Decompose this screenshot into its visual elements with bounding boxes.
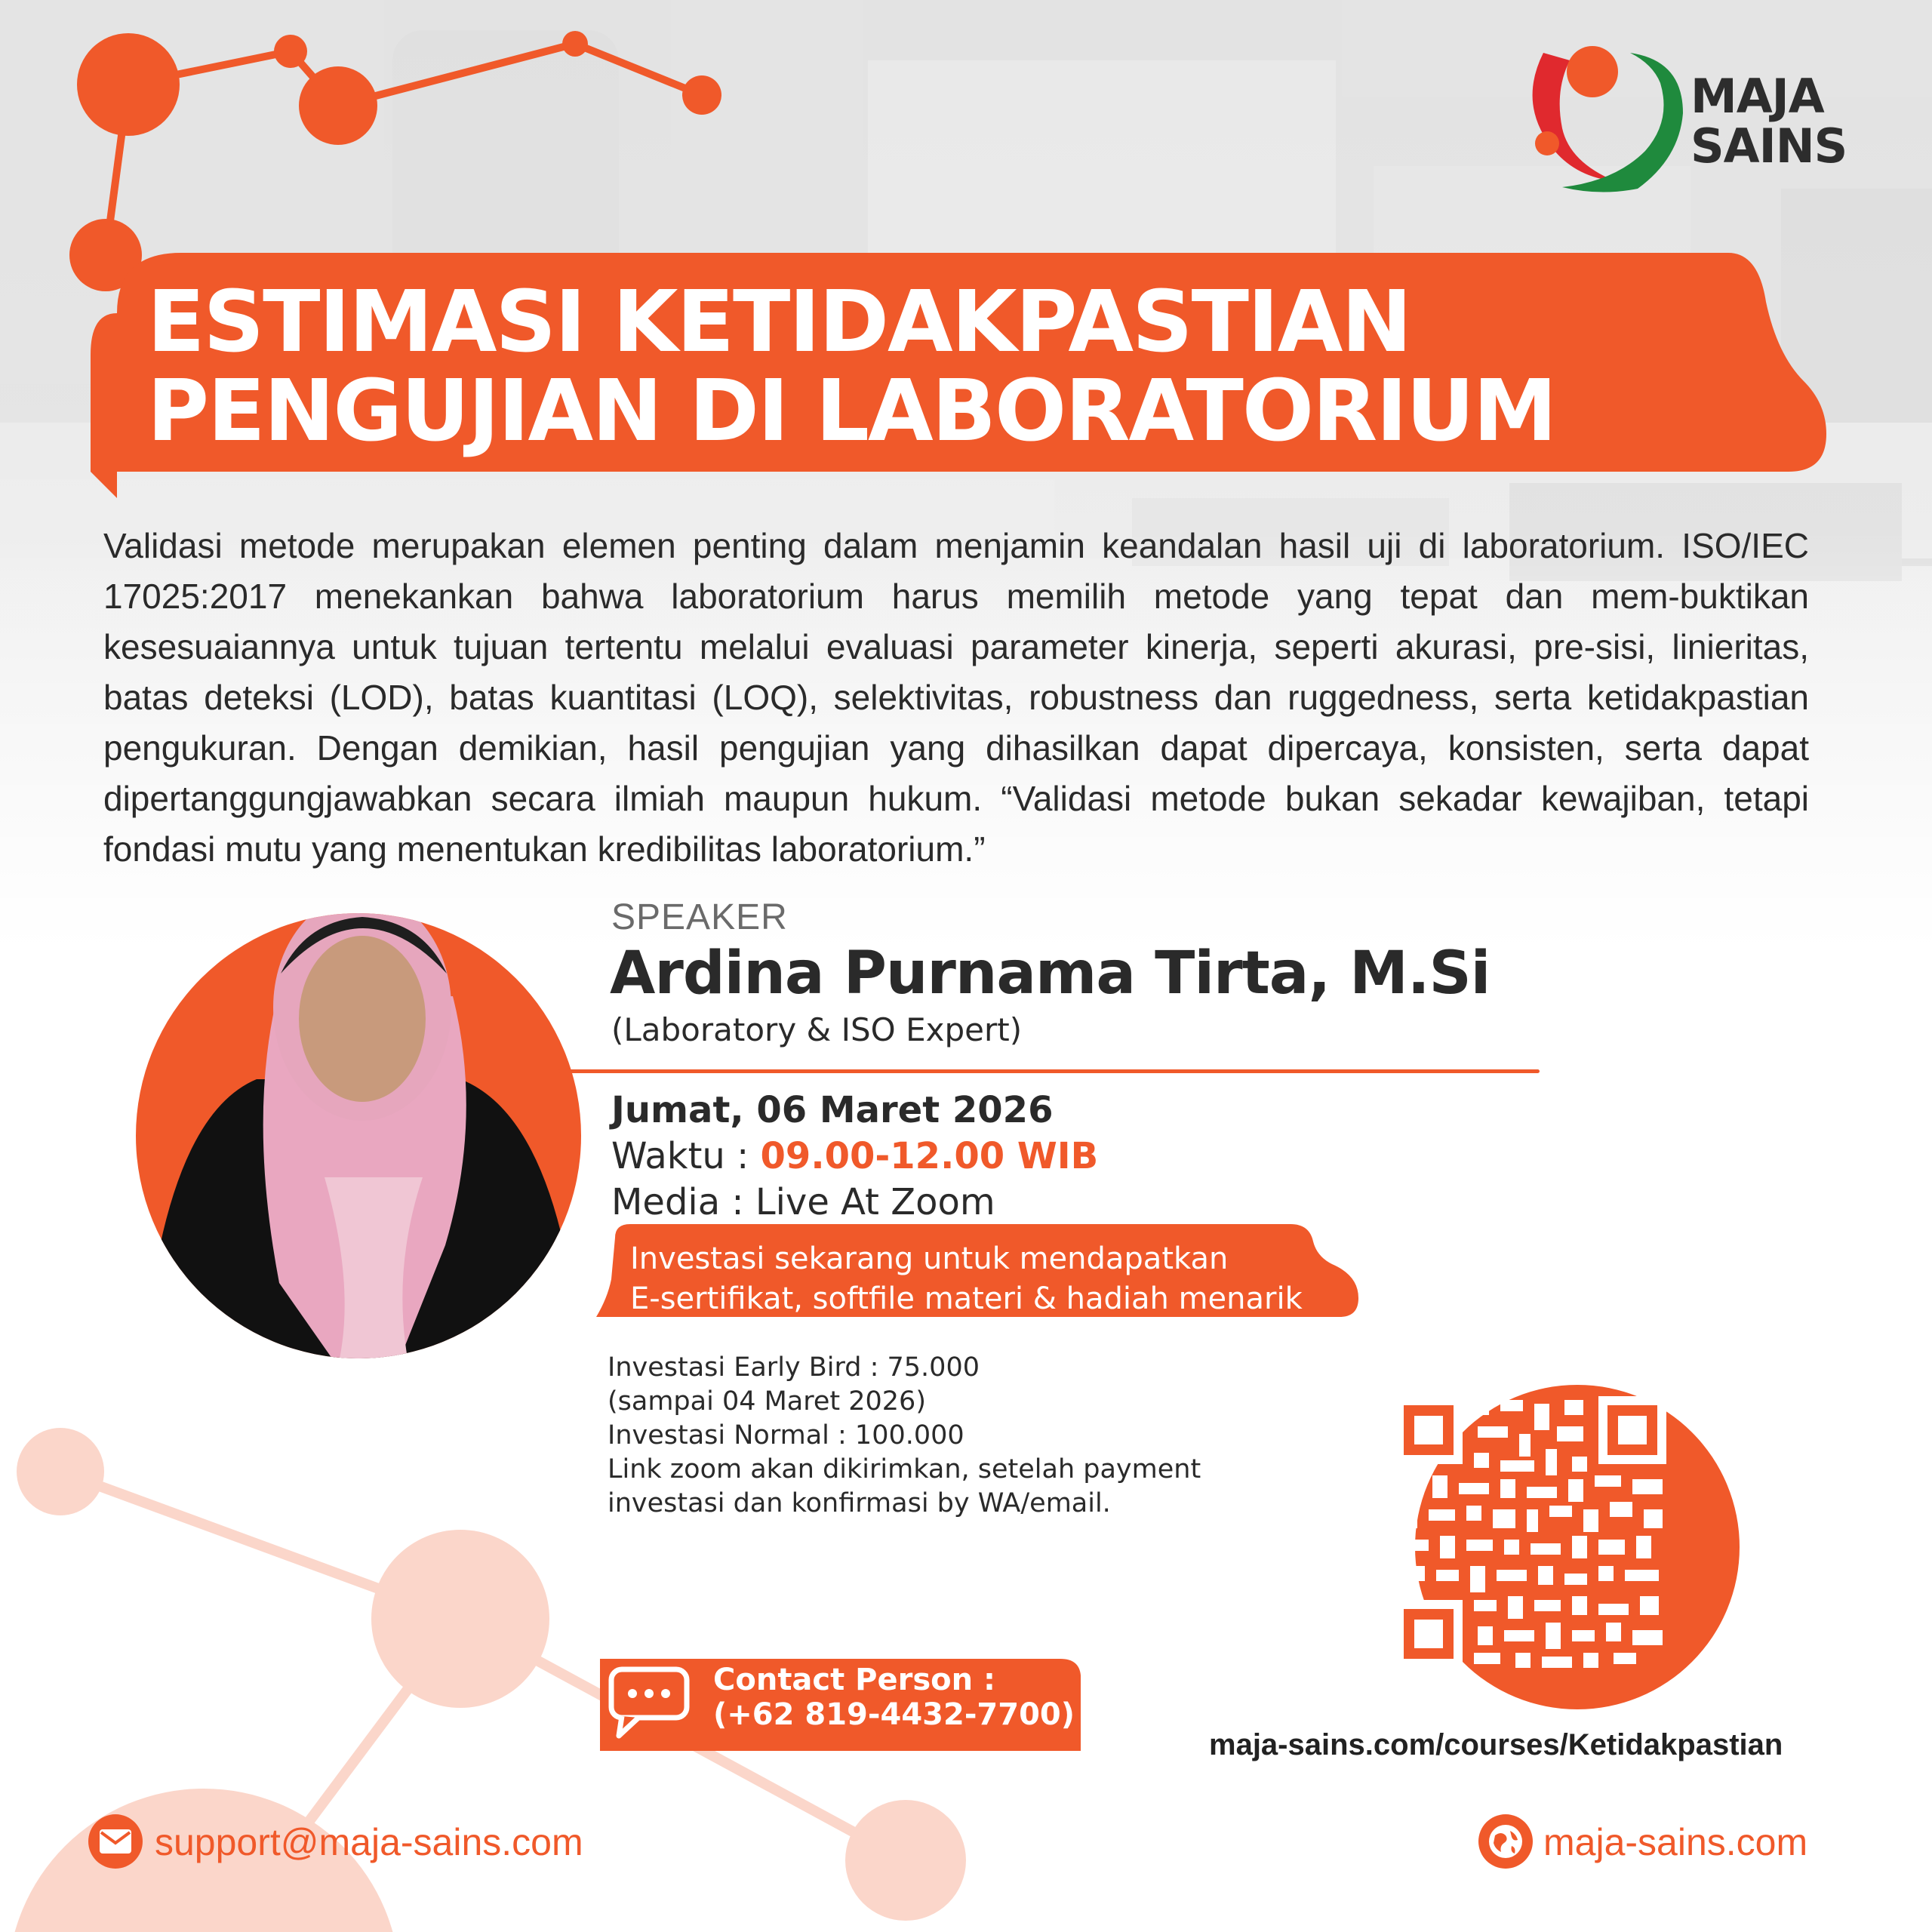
logo-line-1: MAJA [1690, 69, 1824, 124]
description-paragraph: Validasi metode merupakan elemen penting dalam menjamin keandalan hasil uji di laboratorium. ISO/IEC 17025:2017 menekankan bahwa laboratorium harus memilih metode yang tepat dan mem-buktikan kesesuaiannya untuk tujuan tertentu melalui evaluasi parameter kinerja, seperti akurasi, pre-sisi, linieritas, batas deteksi (LOD), batas kuantitasi (LOQ), selektivitas, robustness dan ruggedness, serta ketidakpastian pengukuran. Dengan demikian, hasil pengujian yang dihasilkan dapat dipercaya, konsisten, serta dapat dipertanggungjawabkan secara ilmiah maupun hukum. “Validasi metode bukan sekadar kewajiban, tetapi fondasi mutu yang menentukan kredibilitas laboratorium.” [103, 526, 1809, 869]
investment-details [608, 1351, 1201, 1521]
scan-here-label: SCAN HERE [1449, 1351, 1642, 1386]
contact-phone[interactable]: (+62 819-4432-7700) [713, 1697, 1075, 1732]
title-line-1: ESTIMASI KETIDAKPASTIAN [147, 273, 1411, 371]
mail-icon [98, 1828, 133, 1855]
investment-line-4: Link zoom akan dikirimkan, setelah payment [608, 1454, 1201, 1484]
event-time-label: Waktu : [611, 1135, 761, 1177]
contact-person[interactable] [713, 1663, 1075, 1732]
logo-line-2: SAINS [1690, 118, 1847, 174]
globe-icon [1484, 1820, 1527, 1863]
chat-icon [608, 1666, 690, 1742]
promo-line-2: E-sertifikat, softfile materi & hadiah menarik [630, 1281, 1303, 1316]
event-time [611, 1135, 1098, 1177]
contact-label: Contact Person : [713, 1663, 996, 1697]
event-date: Jumat, 06 Maret 2026 [611, 1089, 1054, 1131]
event-time-value: 09.00-12.00 WIB [760, 1135, 1099, 1177]
title-line-2: PENGUJIAN DI LABORATORIUM [147, 362, 1556, 460]
promo-line-1: Investasi sekarang untuk mendapatkan [630, 1241, 1229, 1276]
investment-line-3: Investasi Normal : 100.000 [608, 1420, 964, 1451]
investment-line-5: investasi dan konfirmasi by WA/email. [608, 1488, 1111, 1518]
speaker-label: SPEAKER [611, 897, 788, 937]
page-title [147, 273, 1792, 460]
speaker-name: Ardina Purnama Tirta, M.Si [610, 940, 1491, 1008]
event-media: Media : Live At Zoom [611, 1181, 995, 1223]
brand-logo [1690, 69, 1847, 174]
course-url-link[interactable]: maja-sains.com/courses/Ketidakpastian [1209, 1728, 1783, 1761]
speaker-role: (Laboratory & ISO Expert) [611, 1011, 1023, 1048]
investment-line-1: Investasi Early Bird : 75.000 [608, 1352, 980, 1383]
divider [558, 1069, 1540, 1073]
investment-line-2: (sampai 04 Maret 2026) [608, 1386, 926, 1417]
support-email-link[interactable]: support@maja-sains.com [155, 1821, 583, 1863]
website-link[interactable]: maja-sains.com [1543, 1821, 1808, 1863]
qr-code[interactable] [1395, 1396, 1666, 1668]
promo-text [630, 1239, 1303, 1319]
